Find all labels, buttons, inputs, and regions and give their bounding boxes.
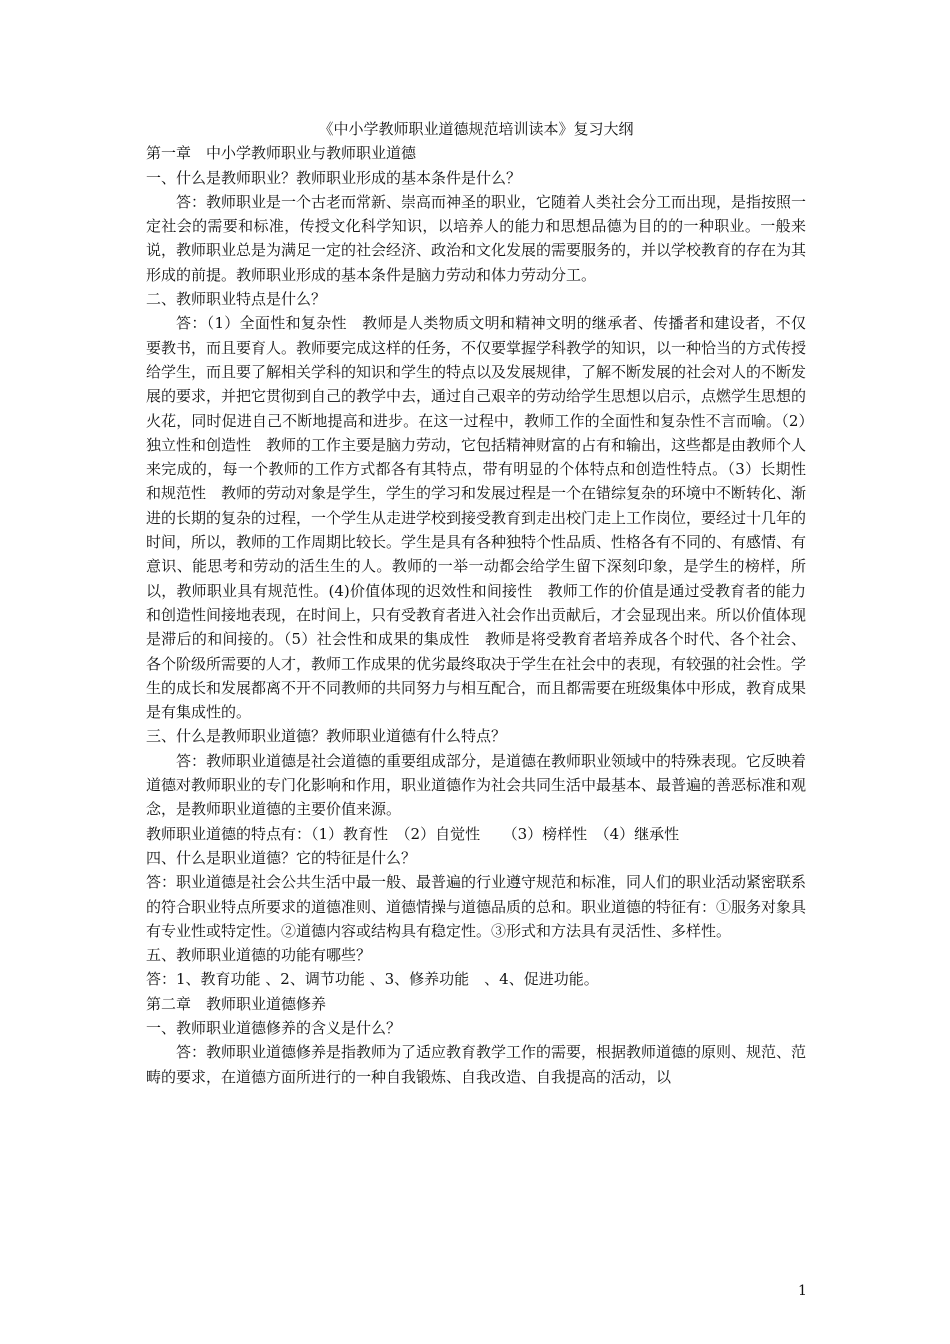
question-heading: 五、教师职业道德的功能有哪些？ [146, 946, 372, 965]
answer-paragraph: 答：教师职业是一个古老而常新、崇高而神圣的职业，它随着人类社会分工而出现，是指按照一定社会的需要和标准，传授文化科学知识，以培养人的能力和思想品德为目的的一种职业。一般来说，教师职业总是为满足一定的社会经济、政治和文化发展的需要服务的，并以学校教育的存在为其形成的前提。教师职业形成的基本条件是脑力劳动和体力劳动分工。 [146, 192, 807, 284]
answer-paragraph: 答：教师职业道德修养是指教师为了适应教育教学工作的需要，根据教师道德的原则、规范、范畴的要求，在道德方面所进行的一种自我锻炼、自我改造、自我提高的活动，以 [146, 1043, 807, 1086]
document-title: 《中小学教师职业道德规范培训读本》复习大纲 [318, 120, 634, 138]
answer-paragraph: 答：教师职业道德是社会道德的重要组成部分，是道德在教师职业领域中的特殊表现。它反映着道德对教师职业的专门化影响和作用，职业道德作为社会共同生活中最基本、最普遍的善恶标准和观念，是教师职业道德的主要价值来源。 [146, 751, 807, 819]
question-heading: 一、什么是教师职业？教师职业形成的基本条件是什么？ [146, 168, 522, 187]
answer-line: 答：1、教育功能 、2、调节功能 、3、修养功能 、4、促进功能。 [146, 970, 599, 989]
question-heading: 四、什么是职业道德？它的特征是什么？ [146, 848, 417, 867]
chapter-heading: 第一章 中小学教师职业与教师职业道德 [146, 144, 417, 163]
traits-line: 教师职业道德的特点有：（1）教育性 （2）自觉性 （3）榜样性 （4）继承性 [146, 824, 680, 843]
answer-paragraph: 答：（1）全面性和复杂性 教师是人类物质文明和精神文明的继承者、传播者和建设者，不仅要教书，而且要育人。教师要完成这样的任务，不仅要掌握学科教学的知识，以一种恰当的方式传授给学生，而且要了解相关学科的知识和学生的特点以及发展规律，了解不断发展的社会对人的不断发展的要求，并把它贯彻到自己的教学中去，通过自己艰辛的劳动给学生思想以启示，点燃学生思想的火花，同时促进自己不断地提高和进步。在这一过程中，教师工作的全面性和复杂性不言而喻。（2）独立性和创造性 教师的工作主要是脑力劳动，它包括精神财富的占有和输出，这些都是由教师个人来完成的，每一个教师的工作方式都各有其特点，带有明显的个体特点和创造性特点。（3）长期性和规范性 教师的劳动对象是学生，学生的学习和发展过程是一个在错综复杂的环境中不断转化、渐进的长期的复杂的过程，一个学生从走进学校到接受教育到走出校门走上工作岗位，要经过十几年的时间，所以，教师的工作周期比较长。学生是具有各种独特个性品质、性格各有不同的、有感情、有意识、能思考和劳动的活生生的人。教师的一举一动都会给学生留下深刻印象，是学生的榜样，所以，教师职业具有规范性。(4)价值体现的迟效性和间接性 教师工作的价值是通过受教育者的能力和创造性间接地表现，在时间上，只有受教育者进入社会作出贡献后，才会显现出来。所以价值体现是滞后的和间接的。（5）社会性和成果的集成性 教师是将受教育者培养成各个时代、各个社会、各个阶级所需要的人才，教师工作成果的优劣最终取决于学生在社会中的表现，有较强的社会性。学生的成长和发展都离不开不同教师的共同努力与相互配合，而且都需要在班级集体中形成，教育成果是有集成性的。 [146, 314, 807, 722]
answer-paragraph: 答：职业道德是社会公共生活中最一般、最普遍的行业遵守规范和标准，同人们的职业活动紧密联系的符合职业特点所要求的道德准则、道德情操与道德品质的总和。职业道德的特征有：①服务对象具有专业性或特定性。②道德内容或结构具有稳定性。③形式和方法具有灵活性、多样性。 [146, 873, 807, 940]
chapter-heading: 第二章 教师职业道德修养 [146, 994, 327, 1013]
question-heading: 二、教师职业特点是什么？ [146, 290, 327, 309]
document-body [146, 117, 806, 1089]
question-heading: 三、什么是教师职业道德？教师职业道德有什么特点？ [146, 727, 507, 746]
question-heading: 一、教师职业道德修养的含义是什么？ [146, 1018, 402, 1037]
page-number: 1 [798, 1283, 807, 1299]
